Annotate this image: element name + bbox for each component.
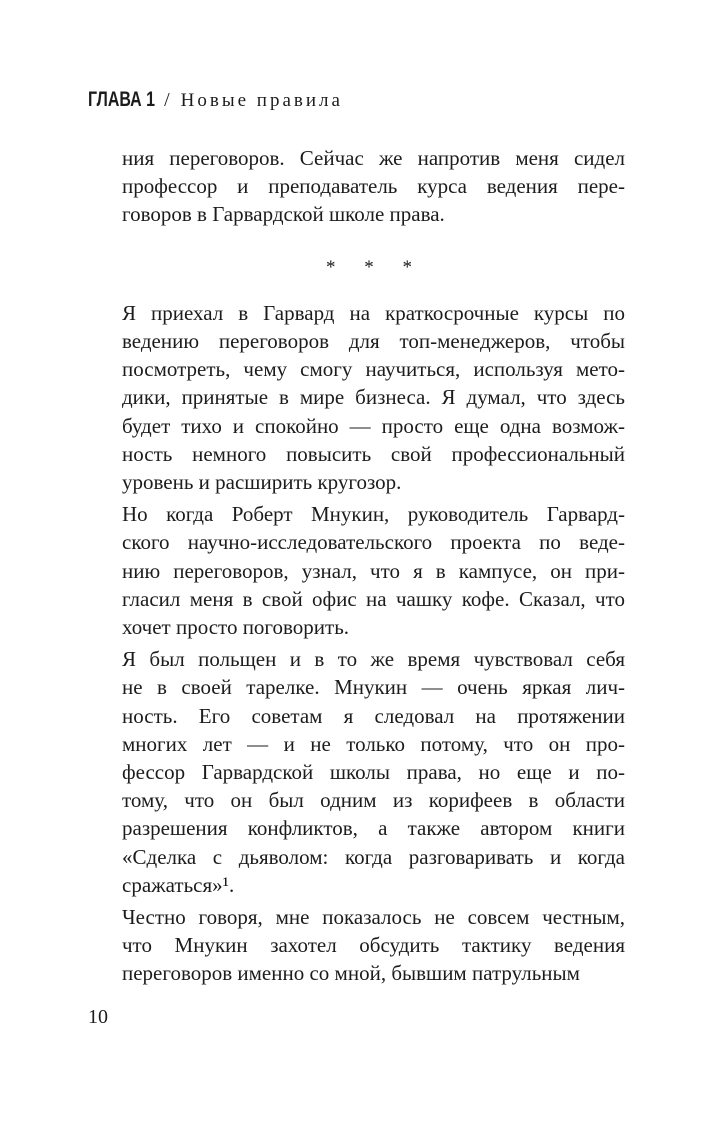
text-line: сражаться»¹. xyxy=(122,872,235,897)
paragraph xyxy=(122,645,625,899)
text-line: «Сделка с дьяволом: когда разговаривать и когда xyxy=(122,844,625,869)
page-number: 10 xyxy=(88,1006,108,1028)
text-line: ского научно-исследовательского проекта по веде- xyxy=(122,530,625,555)
text-line: будет тихо и спокойно — просто еще одна возмож- xyxy=(122,413,625,438)
text-line: дики, принятые в мире бизнеса. Я думал, что здесь xyxy=(122,385,625,410)
text-line: профессор и преподаватель курса ведения пере- xyxy=(122,174,625,199)
text-line: многих лет — и не только потому, что он про- xyxy=(122,731,625,756)
text-line: ния переговоров. Сейчас же напротив меня сидел xyxy=(122,146,625,170)
text-line: ведению переговоров для топ-менеджеров, чтобы xyxy=(122,329,625,354)
text-line: фессор Гарвардской школы права, но еще и по- xyxy=(122,760,625,785)
text-line: хочет просто поговорить. xyxy=(122,615,350,640)
text-line: Но когда Роберт Мнукин, руководитель Гарвард- xyxy=(122,502,625,527)
text-line: ность немного повысить свой профессиональный xyxy=(122,441,625,466)
section-separator: * * * xyxy=(326,256,421,278)
text-line: ность. Его советам я следовал на протяжении xyxy=(122,703,625,728)
text-line: посмотреть, чему смогу научиться, используя мето- xyxy=(122,357,625,382)
text-line: говоров в Гарвардской школе права. xyxy=(122,202,445,227)
text-line: разрешения конфликтов, а также автором книги xyxy=(122,816,625,841)
paragraph xyxy=(122,144,625,229)
text-line: тому, что он был одним из корифеев в области xyxy=(122,788,625,813)
text-line: Я был польщен и в то же время чувствовал себя xyxy=(122,647,625,672)
text-line: что Мнукин захотел обсудить тактику ведения xyxy=(122,933,625,958)
paragraph xyxy=(122,903,625,988)
text-line: нию переговоров, узнал, что я в кампусе, он при- xyxy=(122,558,625,583)
chapter-title: Новые правила xyxy=(180,90,343,111)
text-line: гласил меня в свой офис на чашку кофе. Сказал, что xyxy=(122,586,625,611)
text-line: Честно говоря, мне показалось не совсем честным, xyxy=(122,905,625,930)
chapter-slash: / xyxy=(164,89,170,111)
chapter-header xyxy=(88,88,343,112)
text-column xyxy=(122,144,625,992)
text-line: уровень и расширить кругозор. xyxy=(122,470,402,495)
chapter-label: ГЛАВА 1 xyxy=(88,88,155,111)
text-line: Я приехал в Гарвард на краткосрочные курсы по xyxy=(122,300,625,325)
text-line: переговоров именно со мной, бывшим патрульным xyxy=(122,961,580,986)
text-line: не в своей тарелке. Мнукин — очень яркая лич- xyxy=(122,675,625,700)
paragraph xyxy=(122,500,625,641)
paragraph xyxy=(122,299,625,496)
